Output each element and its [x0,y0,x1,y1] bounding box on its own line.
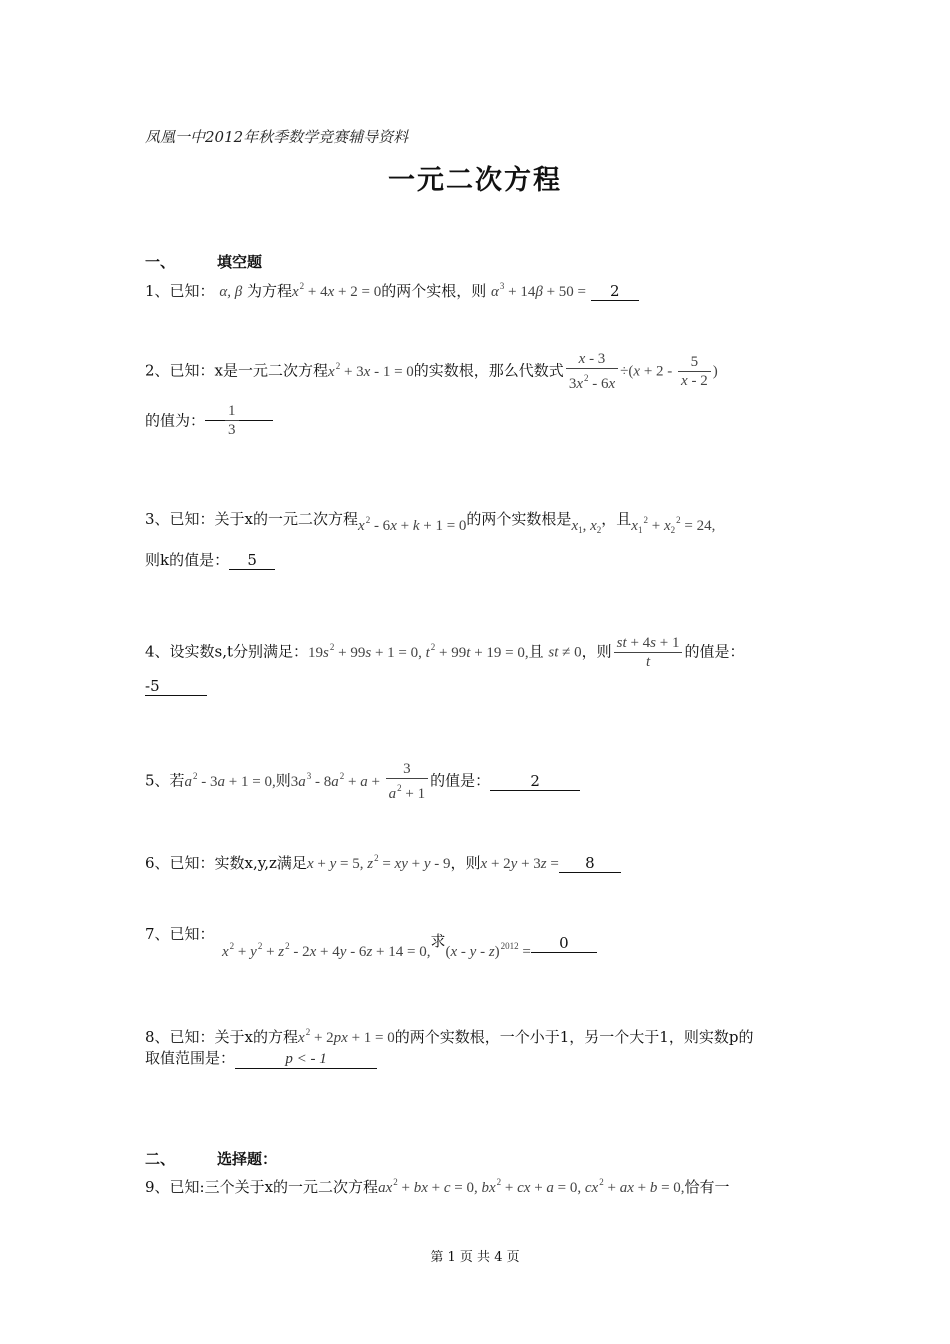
problem-9 [145,1172,730,1198]
fraction: $\frac{5}{x - 2}$ [678,353,711,390]
problem-4 [145,634,744,671]
math-expression: $x^2 - 6x + k + 1 = 0$ [358,515,467,534]
math-expression: $19s^2 + 99s + 1 = 0$, $t^2 + 99t + 19 = 0$, [308,641,529,661]
problem-text: ，且 [601,510,632,528]
problem-5 [145,760,580,803]
problem-text: 恰有一 [684,1178,730,1196]
section-heading-multiple-choice [145,1149,277,1169]
math-expression: $x^2 + 2px + 1 = 0$ [298,1027,395,1046]
problem-4-line-2 [145,676,207,696]
answer-blank: 8 [559,854,621,873]
problem-text: 9、已知:三个关于x的一元二次方程 [145,1178,379,1196]
math-expression: (x - y - z)$^{2012}$ = [445,941,531,960]
problem-text: 取值范围是： [145,1049,236,1067]
math-expression: x + y = 5, $z^2$ = xy + y - 9 [306,853,451,872]
problem-text: 且 [528,642,544,661]
fraction: $\frac{st + 4s + 1}{t}$ [614,634,683,671]
section-heading-fill-in [145,252,262,272]
problem-text: 4、设实数s,t分别满足： [145,642,309,661]
problem-text: 1、已知： [145,282,215,300]
problem-text: 则 [275,771,291,790]
problem-text: 8、已知：关于x的方程 [145,1028,299,1046]
answer-blank: p < - 1 [235,1050,377,1069]
problem-text: 的两个实数根，一个小于1，另一个大于1，则实数p的 [394,1028,754,1046]
problem-6 [145,848,621,874]
math-expression: $x^2 + y^2 + z^2 - 2x + 4y - 6z + 14 = 0$, [222,941,431,960]
answer-blank: 2 [591,282,639,301]
math-expression: $\alpha^3 + 14\beta + 50$ = [491,281,587,300]
problem-1 [145,276,639,302]
section-name: 填空题 [217,253,263,271]
math-expression: $x^2 + 3x - 1 = 0$ [328,360,414,380]
section-number: 二、 [145,1150,176,1168]
problem-7-expression [222,934,597,960]
document-title: 一元二次方程 [388,165,562,196]
problem-text: ，则 [581,642,612,661]
problem-text: 的值是： [430,771,491,790]
problem-text: 的两个实数根是 [466,510,572,528]
problem-text: 的值为： [145,411,206,430]
problem-text: 为方程 [246,282,292,300]
problem-text: 5、若 [145,771,185,790]
answer-fraction: $\frac{1}{3}$ [225,402,239,439]
problem-7 [145,924,215,944]
math-expression: $x^2 + 4x + 2 = 0$ [291,281,382,300]
problem-2 [145,350,718,393]
problem-text: 7、已知： [145,925,215,943]
math-expression: α, β [219,284,243,300]
math-expression: $x_1$, $x_2$ [571,518,602,535]
math-expression: x + 2y + 3z = [480,856,559,872]
page-footer: 第 1 页 共 4 页 [430,1250,520,1265]
answer-blank: 2 [490,772,580,791]
problem-text: 的值是： [684,642,745,661]
problem-text: 2、已知：x是一元二次方程 [145,361,329,380]
fraction: $\frac{3}{a^2 + 1}$ [386,760,428,803]
problem-text: 则k的值是： [145,551,230,569]
document-subtitle: 凤凰一中2012年秋季数学竞赛辅导资料 [145,128,409,146]
problem-3-line-2 [145,550,275,570]
problem-text: 求 [430,932,446,950]
section-number: 一、 [145,253,176,271]
fraction: $\frac{x - 3}{3x^2 - 6x}$ [566,350,618,393]
answer-blank: -5 [145,677,207,696]
math-expression: ) [712,363,718,380]
section-name: 选择题： [217,1150,278,1168]
problem-8-line-2 [145,1048,377,1069]
math-expression: $3a^3 - 8a^2 + a$ + [290,770,384,790]
math-expression: $a^2 - 3a + 1 = 0$, [184,770,276,790]
problem-2-line-2 [145,402,273,439]
problem-text: 6、已知：实数x,y,z满足 [145,854,307,872]
problem-text: 的实数根，那么代数式 [413,361,564,380]
math-expression: ÷(x + 2 - [620,363,677,380]
problem-3 [145,504,715,534]
math-expression: $x_1^2 + x_2^2 = 24$, [631,515,716,535]
problem-text: 的两个实根，则 [381,282,487,300]
answer-blank: 0 [531,934,597,953]
problem-8 [145,1022,753,1048]
math-expression: st ≠ 0 [548,644,582,661]
answer-blank: 5 [229,551,275,570]
problem-text: ，则 [450,854,481,872]
problem-text: 3、已知：关于x的一元二次方程 [145,510,359,528]
math-expression: $ax^2$ + bx + c = 0, $bx^2$ + cx + a = 0, $cx^2$ + ax + b = 0, [378,1177,685,1196]
